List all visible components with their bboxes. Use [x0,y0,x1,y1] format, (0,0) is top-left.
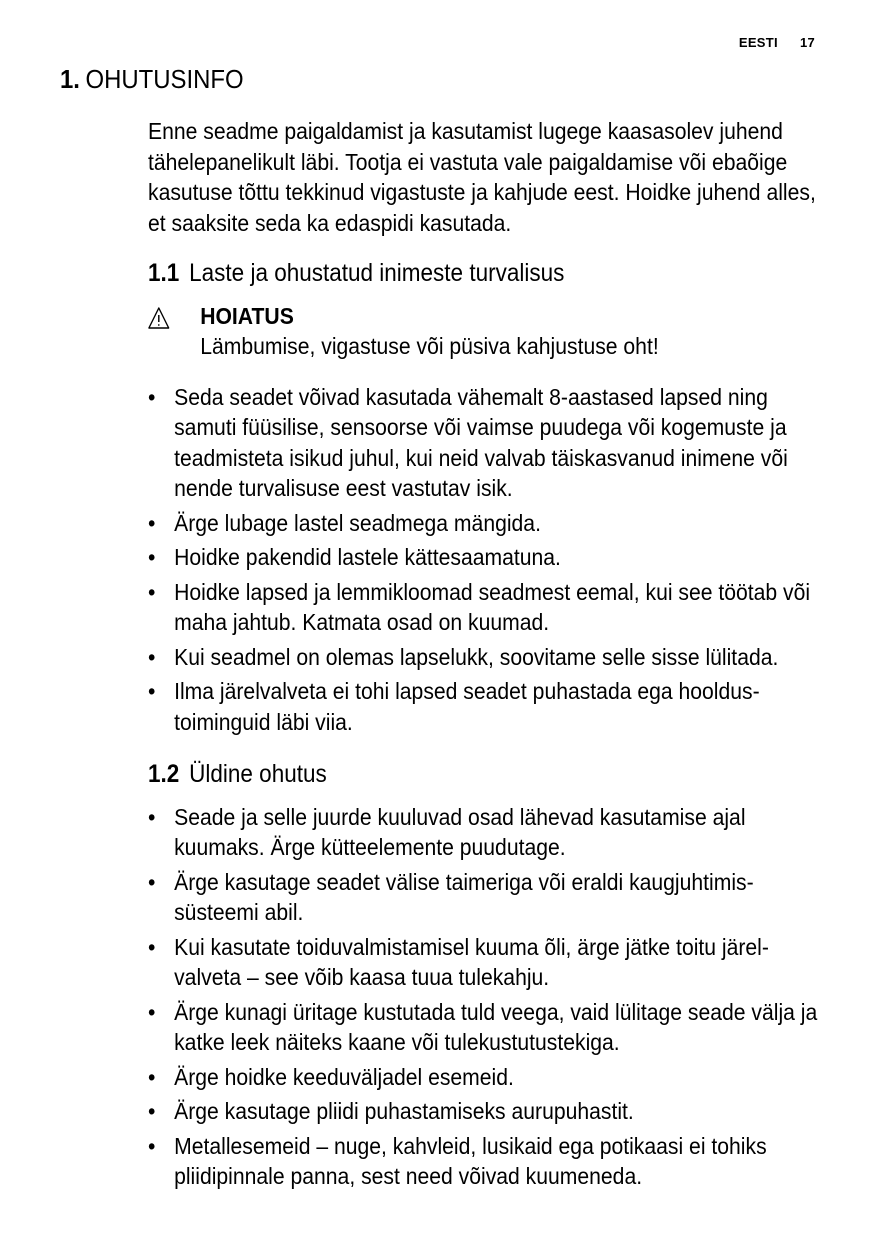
warning-title: HOIATUS [200,302,294,329]
list-item-text: Metallesemeid – nuge, kahvleid, lusikaid ega potikaasi ei tohiks pliidipinnale panna, sest need võivad kuumeneda. [174,1132,767,1189]
subsection-number: 1.2 [148,760,180,788]
child-safety-list [148,382,828,738]
language-label: EESTI [738,35,778,50]
bullet-icon: • [148,868,156,895]
list-item [148,1131,828,1192]
list-item-text: Ärge kasutage pliidi puhastamiseks aurupuhastit. [174,1098,634,1124]
section-heading [60,64,244,95]
list-item [148,867,828,928]
bullet-icon: • [148,643,156,670]
list-item [148,542,828,573]
list-item [148,676,828,737]
list-item-text: Hoidke lapsed ja lemmikloomad seadmest eemal, kui see töötab või maha jahtub. Katmata osad on kuumad. [174,578,811,635]
list-item-text: Ärge kunagi üritage kustutada tuld veega, vaid lülitage seade välja ja katke leek näiteks kaane või tulekustutustekiga. [174,998,818,1055]
subsection-title: Laste ja ohustatud inimeste turvalisus [189,259,565,287]
warning-triangle-icon [148,307,170,329]
list-item-text: Kui kasutate toiduvalmistamisel kuuma õli, ärge jätke toitu järelvalveta – see võib kaasa tuua tulekahju. [174,933,769,990]
intro-paragraph: Enne seadme paigaldamist ja kasutamist lugege kaasasolev juhend tähelepanelikult läbi. Tootja ei vastuta vale paigaldamise või ebaõige kasutuse tõttu tekkinud vigastuste ja kahjude eest. Hoidke juhend alles, et saaksite seda ka edaspidi kasutada. [148,118,816,236]
bullet-icon: • [148,998,156,1025]
list-item-text: Ärge hoidke keeduväljadel esemeid. [174,1063,514,1090]
bullet-icon: • [148,1098,156,1124]
list-item-text: Kui seadmel on olemas lapselukk, soovitame selle sisse lülitada. [174,643,779,670]
subsection-heading-1 [148,258,828,289]
list-item-text: Ilma järelvalveta ei tohi lapsed seadet puhastada ega hooldustoiminguid läbi viia. [174,678,760,735]
list-item [148,802,828,863]
warning-box [148,301,828,362]
bullet-icon: • [148,383,156,410]
warning-text: Lämbumise, vigastuse või püsiva kahjustuse oht! [200,333,659,359]
list-item-text: Ärge lubage lastel seadmega mängida. [174,509,541,536]
bullet-icon: • [148,1063,156,1090]
list-item-text: Seade ja selle juurde kuuluvad osad lähevad kasutamise ajal kuumaks. Ärge kütteelemente puudutage. [174,803,746,860]
subsection-number: 1.1 [148,259,180,287]
general-safety-list [148,802,828,1192]
list-item [148,1062,828,1093]
bullet-icon: • [148,578,156,605]
list-item [148,382,828,504]
document-body [148,116,828,1196]
list-item-text: Seda seadet võivad kasutada vähemalt 8-aastased lapsed ning samuti füüsilise, sensoorse või vaimse puudega või kogemuste ja teadmisteta isikud juhul, kui neid valvab täiskasvanud inimene või nende turvalisuse eest vastutav isik. [174,383,788,501]
list-item [148,997,828,1058]
section-title: OHUTUSINFO [85,64,244,94]
bullet-icon: • [148,509,156,536]
list-item [148,508,828,539]
bullet-icon: • [148,544,156,570]
bullet-icon: • [148,933,156,960]
list-item [148,932,828,993]
bullet-icon: • [148,678,156,704]
list-item [148,1096,828,1127]
list-item [148,642,828,673]
subsection-title: Üldine ohutus [189,760,327,788]
list-item-text: Ärge kasutage seadet välise taimeriga või eraldi kaugjuhtimissüsteemi abil. [174,868,754,925]
page-number: 17 [799,35,815,50]
list-item-text: Hoidke pakendid lastele kättesaamatuna. [174,544,561,570]
bullet-icon: • [148,1132,156,1159]
list-item [148,577,828,638]
page-header [739,35,815,50]
section-number: 1. [60,64,80,94]
bullet-icon: • [148,803,156,830]
subsection-heading-2 [148,759,828,790]
